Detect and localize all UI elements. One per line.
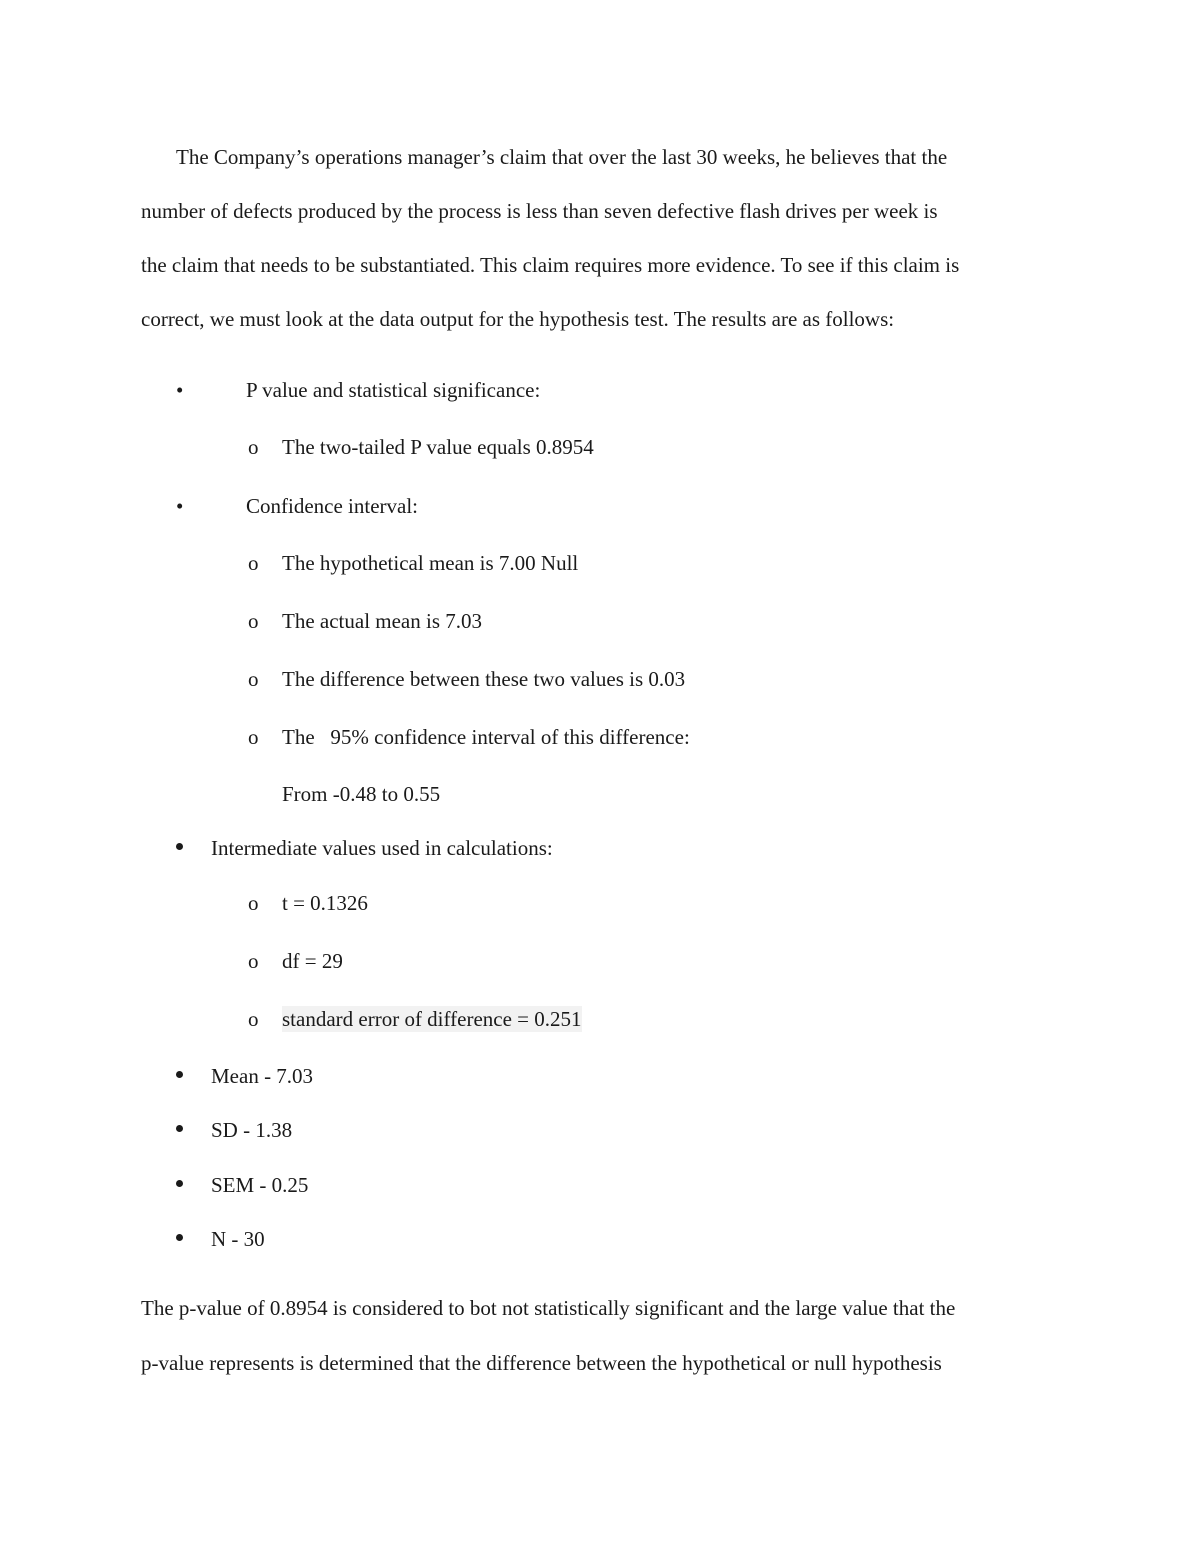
paragraph-1-line-1: The Company’s operations manager’s claim that over the last 30 weeks, he believes that the xyxy=(176,145,948,169)
paragraph-1-line-2: number of defects produced by the process is less than seven defective flash drives per week is xyxy=(141,199,938,223)
list-item-ci-hypothetical-mean: The hypothetical mean is 7.00 Null xyxy=(282,551,579,575)
bullet-disc xyxy=(176,1180,183,1187)
sub-bullet-glyph: o xyxy=(248,551,259,575)
bullet-glyph: • xyxy=(176,378,184,402)
sub-bullet-glyph: o xyxy=(248,435,259,459)
bullet-disc xyxy=(176,1125,183,1132)
sub-bullet-glyph: o xyxy=(248,667,259,691)
paragraph-2-line-1: The p-value of 0.8954 is considered to bot not statistically significant and the large value that the xyxy=(141,1296,956,1320)
list-item-mean: Mean - 7.03 xyxy=(211,1064,314,1088)
bullet-disc xyxy=(176,843,183,850)
paragraph-2-line-2: p-value represents is determined that the difference between the hypothetical or null hypothesis xyxy=(141,1351,942,1375)
list-item-intermediate-heading: Intermediate values used in calculations: xyxy=(211,836,553,860)
sub-bullet-glyph: o xyxy=(248,1007,259,1031)
bullet-glyph: • xyxy=(176,494,184,518)
list-item-ci-difference: The difference between these two values is 0.03 xyxy=(282,667,686,691)
list-item-standard-error: standard error of difference = 0.251 xyxy=(282,1007,582,1031)
sub-bullet-glyph: o xyxy=(248,891,259,915)
list-item-ci-interval: The 95% confidence interval of this difference: xyxy=(282,725,690,749)
list-item-ci-actual-mean: The actual mean is 7.03 xyxy=(282,609,483,633)
list-item-pvalue: The two-tailed P value equals 0.8954 xyxy=(282,435,594,459)
list-item-t-value: t = 0.1326 xyxy=(282,891,368,915)
sub-bullet-glyph: o xyxy=(248,949,259,973)
sub-bullet-glyph: o xyxy=(248,725,259,749)
list-item-n: N - 30 xyxy=(211,1227,265,1251)
paragraph-1-line-4: correct, we must look at the data output for the hypothesis test. The results are as follows: xyxy=(141,307,895,331)
list-item-df: df = 29 xyxy=(282,949,343,973)
bullet-disc xyxy=(176,1071,183,1078)
list-item-ci-heading: Confidence interval: xyxy=(246,494,419,518)
list-item-pvalue-heading: P value and statistical significance: xyxy=(246,378,541,402)
sub-bullet-glyph: o xyxy=(248,609,259,633)
list-item-sem: SEM - 0.25 xyxy=(211,1173,309,1197)
list-item-sd: SD - 1.38 xyxy=(211,1118,293,1142)
list-item-ci-range: From -0.48 to 0.55 xyxy=(282,782,441,806)
paragraph-1-line-3: the claim that needs to be substantiated. This claim requires more evidence. To see if this claim is xyxy=(141,253,960,277)
bullet-disc xyxy=(176,1234,183,1241)
